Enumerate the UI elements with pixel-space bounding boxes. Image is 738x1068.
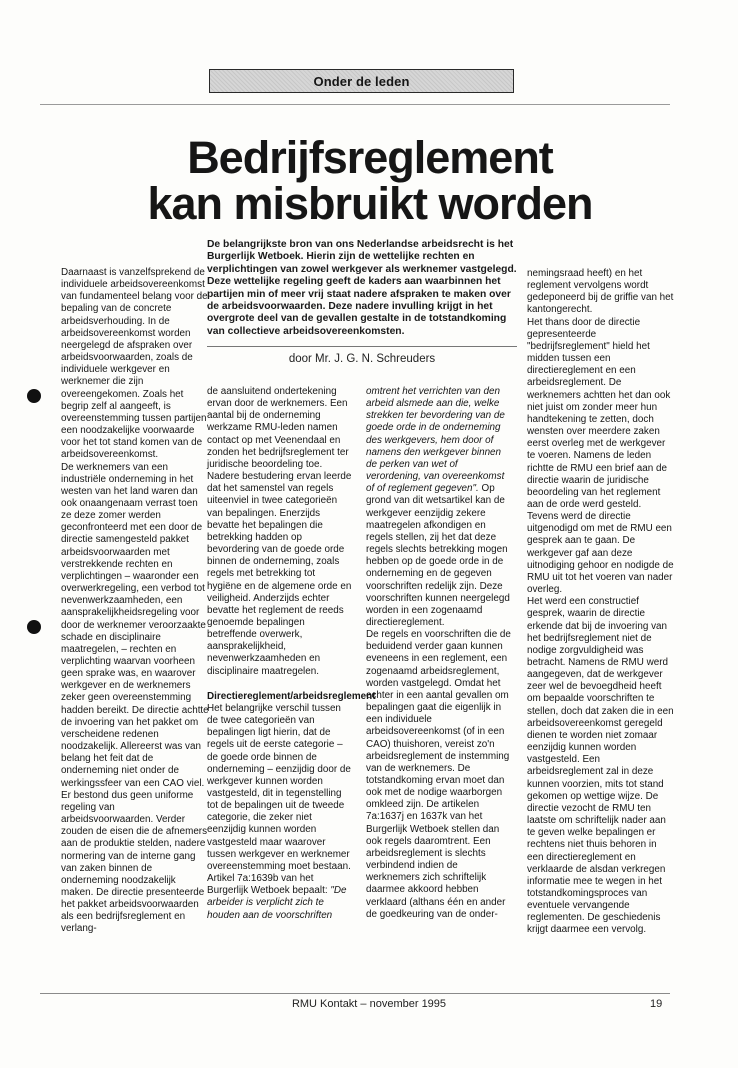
section-label: Onder de leden [313, 73, 410, 89]
text-column-3 [366, 386, 512, 921]
column-3-body: Op grond van dit wetsartikel kan de werkgever eenzijdig zekere maatregelen afkondigen en regels stellen, zij het dat deze regels slechts betrekking mogen hebben op de goede orde in de onderneming en de gegeven voorschriften redelijk zijn. Deze voorschriften kunnen neergelegd worden in een zogenaamd directiereglement. De regels en voorschriften die de beduidend verder gaan kunnen eveneens in een reglement, een zogenaamd arbeidsreglement, worden vastgelegd. Omdat het echter in een aantal gevallen om bepalingen gaat die eigenlijk in een individuele arbeidsovereenkomst (of in een CAO) thuishoren, vereist zo'n arbeidsreglement de instemming van de werknemers. De totstandkoming ervan moet dan ook met de nodige waarborgen omkleed zijn. De artikelen 7a:1637j en 1637k van het Burgerlijk Wetboek stellen dan ook regels daaromtrent. Een arbeidsreglement is slechts verbindend indien de werknemers zich schriftelijk daarmee akkoord hebben verklaard (althans één en ander de goedkeuring van de onder- [366, 483, 511, 920]
column-4-text: nemingsraad heeft) en het reglement vervolgens wordt gedeponeerd bij de griffie van het kantongerecht. Het thans door de directie gepresenteerde "bedrijfsreglement" hield het midden tussen een directiereglement en een arbeidsreglement. De werknemers achtten het dan ook niet juist om zonder meer hun handtekening te zetten, doch wensten over meerdere zaken eerst overleg met de werkgever te voeren. Namens de leden richtte de RMU een brief aan de directie waarin de juridische beoordeling van het reglement aan de orde werd gesteld. Tevens werd de directie uitgenodigd om met de RMU een gesprek aan te gaan. De werkgever gaf aan deze uitnodiging gehoor en nodigde de RMU uit tot het voeren van nader overleg. Het werd een constructief gesprek, waarin de directie erkende dat bij de invoering van het bedrijfsreglement niet de nodige zorgvuldigheid was betracht. Namens de RMU werd aangegeven, dat de werkgever zeer wel de bevoegdheid heeft om bepaalde voorschriften te stellen, doch dat zaken die in een arbeidsovereenkomst geregeld dienen te worden niet zomaar eenzijdig kunnen worden vastgesteld. Een arbeidsreglement zal in deze kunnen voorzien, mits tot stand gekomen op wettige wijze. De directie vezocht de RMU ten laatste om schriftelijk nader aan te geven welke bepalingen er rechtens niet thuis behoren in een directiereglement en verklaarde de alsdan verkregen informatie mee te wegen in het totstandkomingsproces van eventuele vervangende reglementen. De geschiedenis krijgt daarmee een vervolg. [527, 268, 674, 936]
title-line-1: Bedrijfsreglement [187, 132, 553, 183]
title-line-2: kan misbruikt worden [147, 178, 593, 229]
article-title [60, 132, 680, 229]
text-column-2 [207, 386, 376, 922]
byline-divider [207, 346, 517, 347]
quote-start: "De arbeider is verplicht zich te houden aan de voorschriften [207, 885, 347, 921]
section-divider [40, 104, 670, 105]
section-banner [209, 69, 514, 93]
footer-publication: RMU Kontakt – november 1995 [291, 998, 447, 1010]
column-1-text: Daarnaast is vanzelfsprekend de individuele arbeidsovereenkomst van fundamenteel belang voor de bepaling van de concrete arbeidsverhouding. In de arbeidsovereenkomst worden neergelegd de afspraken over arbeidsvoorwaarden, zoals de individuele werkgever en werknemer die zijn overeengekomen. Zoals het begrip zelf al aangeeft, is overeenstemming tussen partijen een noodzakelijke voorwaarde voor het tot stand komen van de arbeidsovereenkomst. De werknemers van een industriële onderneming in het westen van het land waren dan ook onaangenaam verrast toen ze deze zomer werden geconfronteerd met een door de directie samengesteld pakket arbeidsvoorwaarden met verstrekkende rechten en verplichtingen – waaronder een overwerkregeling, een verbod tot nevenwerkzaamheden, een aansprakelijkheidsregeling voor door de werknemer veroorzaakte schade en disciplinaire maatregelen, – rechten en verplichting waarvan voorheen geen sprake was, en waarover werkgever en de werknemers zeker geen overeenstemming hadden bereikt. De directie achtte de invoering van het pakket om verscheidene redenen noodzakelijk. Allereerst was van belang het feit dat de onderneming niet onder de werkingssfeer van een CAO viel. Er bestond dus geen uniforme regeling van arbeidsvoorwaarden. Verder zouden de eisen die de afnemers aan de produktie stelden, nadere normering van de interne gang van zaken binnen de onderneming noodzakelijk maken. De directie presenteerde het pakket arbeidsvoorwaarden als een bedrijfsreglement en verlang- [61, 267, 209, 935]
article-byline: door Mr. J. G. N. Schreuders [288, 353, 436, 365]
column-3-text [366, 386, 512, 921]
column-2-body: Het belangrijke verschil tussen de twee categorieën van bepalingen ligt hierin, dat de regels uit de eerste categorie – de goede orde binnen de onderneming – eenzijdig door de werkgever kunnen worden vastgesteld, dit in tegenstelling tot de bepalingen uit de tweede categorie, die zeker niet eenzijdig kunnen worden vastgesteld maar waarover tussen werkgever en werknemer overeenstemming moet bestaan. Artikel 7a:1639b van het Burgerlijk Wetboek bepaalt: [207, 702, 351, 897]
text-column-1 [61, 267, 209, 936]
column-2-text-continued [207, 703, 352, 922]
punch-hole-top-icon [27, 389, 41, 403]
punch-hole-bottom-icon [27, 620, 41, 634]
column-2-text: de aansluitend ondertekening ervan door de werknemers. Een aantal bij de onderneming werkzame RMU-leden namen contact op met Veenendaal en zonden het bedrijfsreglement ter juridische beoordeling toe. Nadere bestudering ervan leerde dat het samenstel van regels uiteenviel in twee categorieën van bepalingen. Enerzijds bevatte het bepalingen die betrekking hadden op bevordering van de goede orde binnen de onderneming, zoals regels met betrekking tot hygiëne en de algemene orde en veiligheid. Anderzijds echter bevatte het reglement de reeds genoemde bepalingen betreffende overwerk, aansprakelijkheid, nevenwerkzaamheden en disciplinaire maatregelen. [207, 386, 352, 677]
quote-continued: omtrent het verrichten van den arbeid alsmede aan die, welke strekken ter bevordering van de goede orde in de onderneming des werkgevers, hem door of namens den werkgever binnen de perken van wet of verordening, van overeenkomst of of reglement gegeven". [366, 386, 505, 495]
page-number: 19 [650, 998, 663, 1010]
article-lead: De belangrijkste bron van ons Nederlandse arbeidsrecht is het Burgerlijk Wetboek. Hierin zijn de wettelijke rechten en verplichtingen van zowel werkgever als werknemer vastgelegd. Deze wettelijke regeling geeft de kaders aan waarbinnen het partijen min of meer vrij staat nadere afspraken te maken over de arbeidsvoorwaarden. Deze nadere invulling krijgt in het overgrote deel van de gevallen gestalte in de totstandkoming van collectieve arbeidsovereenkomsten. [207, 239, 517, 337]
text-column-4 [527, 268, 674, 937]
subheading: Directiereglement/arbeidsreglement [207, 690, 376, 702]
footer-divider [40, 993, 670, 994]
